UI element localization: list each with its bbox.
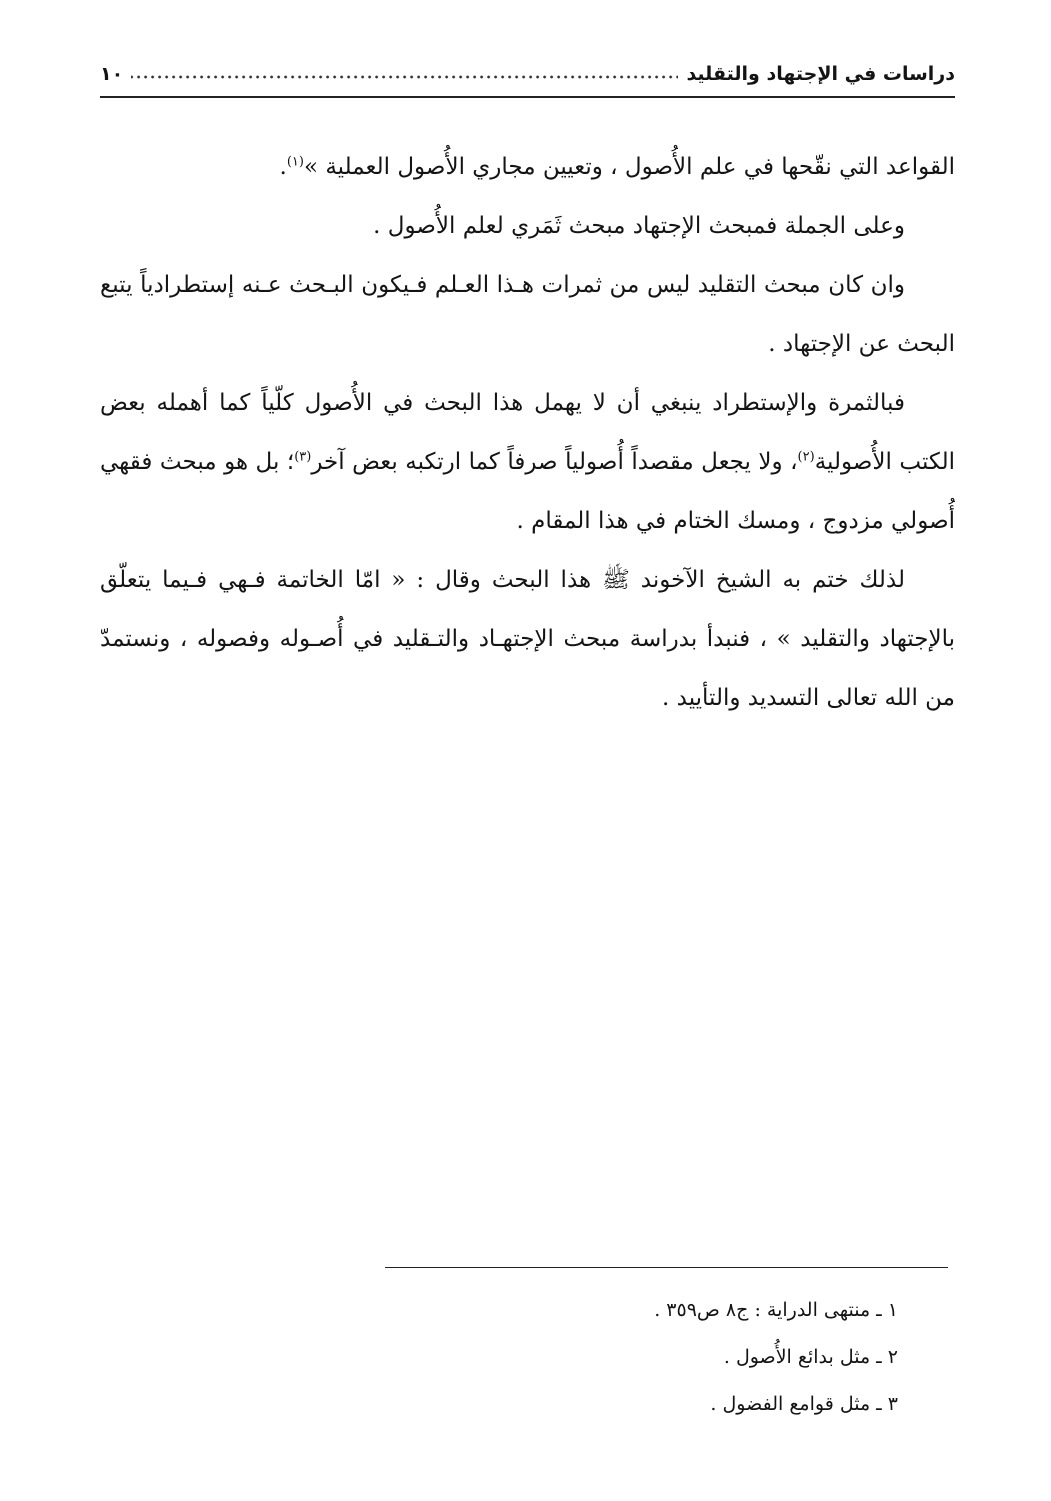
footnotes-rule (385, 1267, 948, 1268)
footnote-1: ١ ـ منتهى الدراية : ج٨ ص٣٥٩ . (654, 1299, 898, 1321)
paragraph-5: لذلك ختم به الشيخ الآخوند ﷺ هذا البحث وقال : « امّا الخاتمة فـهي فـيما يتعلّق بالإجتهاد والتقليد » ، فنبدأ بدراسة مبحث الإجتهـاد والتـقليد في أُصـوله وفصوله ، ونستمدّ من الله تعالى التسديد والتأييد . (100, 567, 955, 711)
page-number: ١٠ (100, 63, 124, 85)
main-text (100, 138, 955, 728)
header-rule (100, 96, 955, 98)
footnote-ref-3: (٣) (294, 449, 312, 465)
dot-leader (131, 74, 678, 80)
footnote-2: ٢ ـ مثل بدائع الأُصول . (723, 1346, 898, 1368)
paragraph-3: وان كان مبحث التقليد ليس من ثمرات هـذا العـلم فـيكون البـحث عـنه إستطرادياً يتبع البحث عن الإجتهاد . (100, 272, 955, 357)
footnotes (385, 1287, 948, 1428)
footnote-3: ٣ ـ مثل قوامع الفضول . (710, 1393, 898, 1415)
paragraph-1: القواعد التي نقّحها في علم الأُصول ، وتعيين مجاري الأُصول العملية »$^{(١)}$. (279, 154, 955, 180)
running-head (100, 56, 955, 92)
paragraph-2: وعلى الجملة فمبحث الإجتهاد مبحث ثَمَري لعلم الأُصول . (373, 213, 905, 239)
footnote-ref-1: (١) (286, 154, 304, 170)
footnote-ref-2: (٢) (797, 449, 815, 465)
book-title: دراسات في الإجتهاد والتقليد (686, 63, 955, 85)
paragraph-4: فبالثمرة والإستطراد ينبغي أن لا يهمل هذا البحث في الأُصول كلّياً كما أهمله بعض الكتب الأُصولية$^{(٢)}$، ولا يجعل مقصداً أُصولياً صرفاً كما ارتكبه بعض آخر$^{(٣)}$؛ بل هو مبحث فقهي أُصولي مزدوج ، ومسك الختام في هذا المقام . (100, 390, 955, 534)
